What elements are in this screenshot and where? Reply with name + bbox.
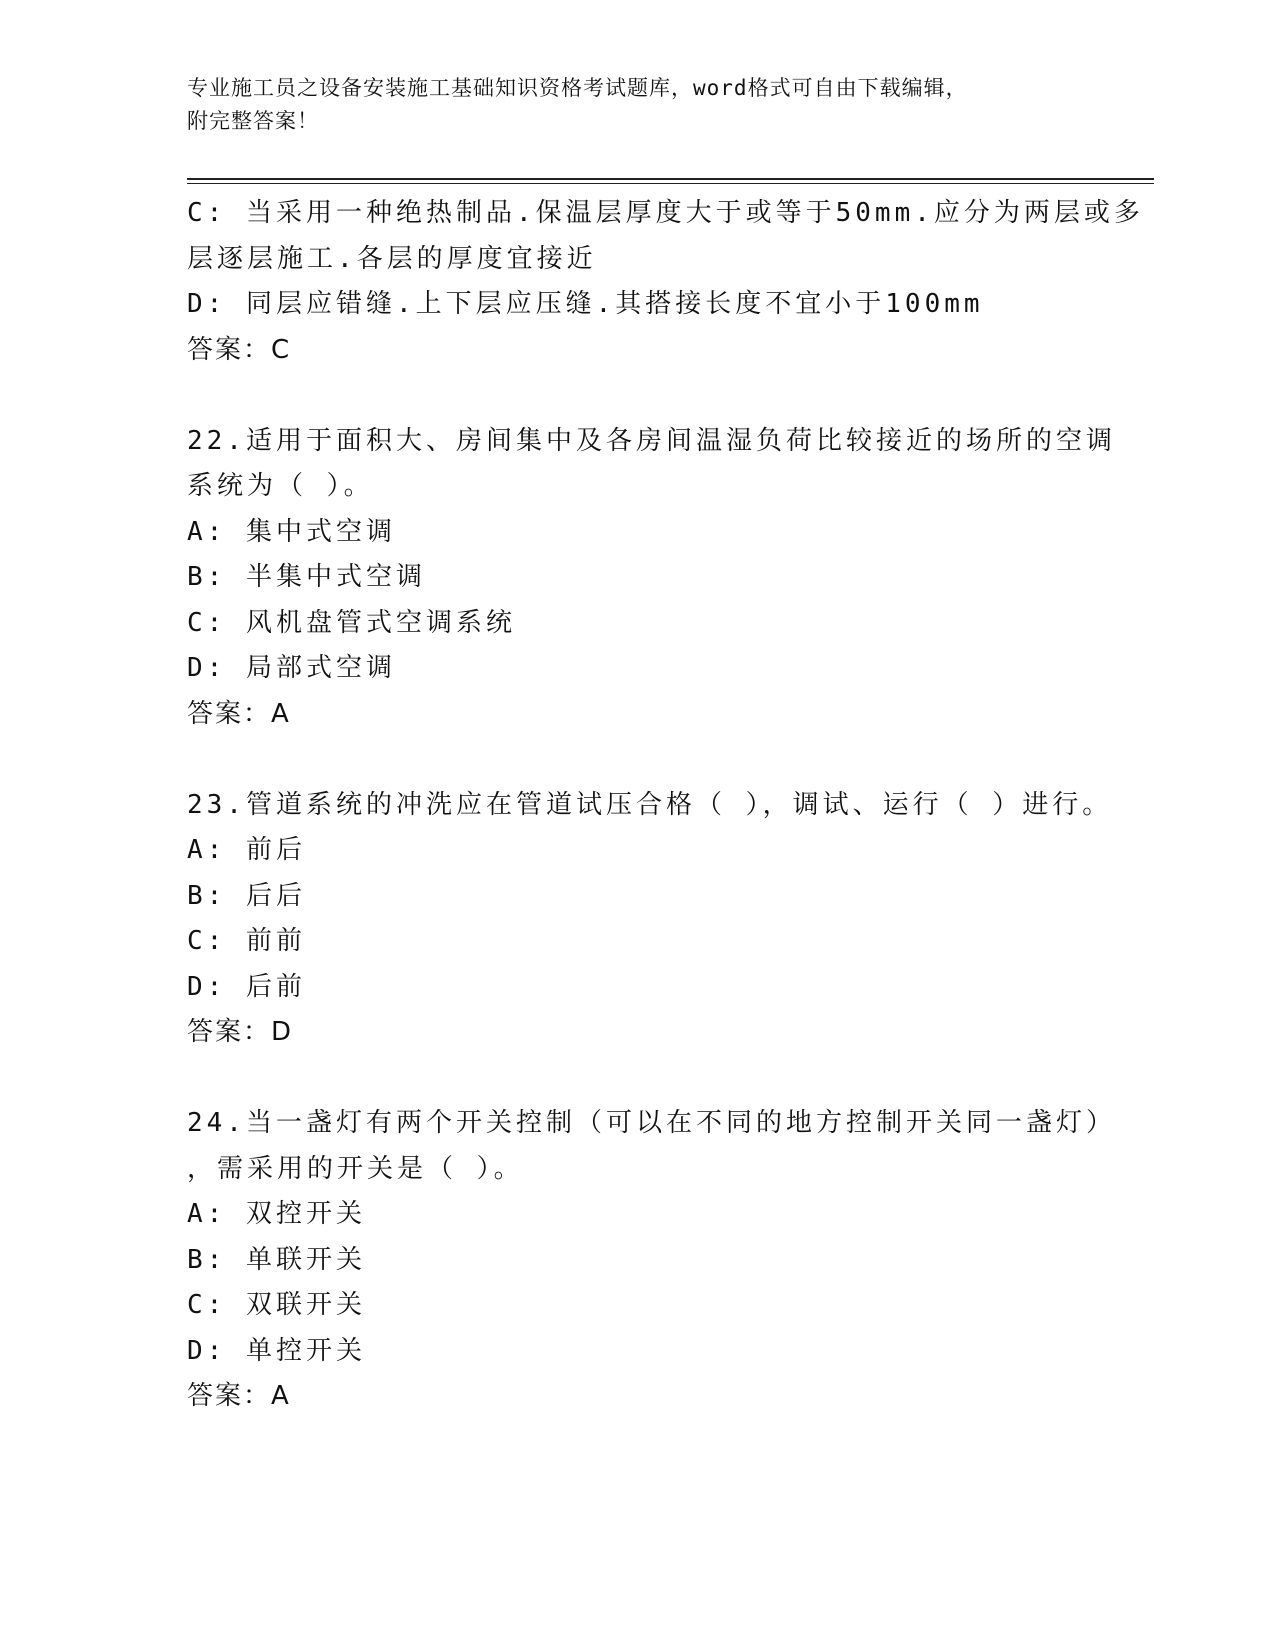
- header-line-2: 附完整答案！: [187, 109, 319, 133]
- option-b: B: 单联开关: [187, 1244, 366, 1275]
- option-c-line-1: C: 当采用一种绝热制品.保温层厚度大于或等于50mm.应分为两层或多: [187, 198, 1144, 228]
- option-c-line-2: 层逐层施工.各层的厚度宜接近: [187, 243, 597, 274]
- option-a: A: 前后: [187, 835, 306, 865]
- answer-line: 答案：A: [187, 698, 291, 729]
- option-c: C: 风机盘管式空调系统: [187, 607, 516, 638]
- spacer: [187, 1056, 1087, 1102]
- option-b: B: 后后: [187, 880, 306, 911]
- answer-line: 答案：C: [187, 334, 292, 365]
- option-a: A: 双控开关: [187, 1199, 366, 1229]
- question-stem-line-2: ，需采用的开关是（ ）。: [187, 1153, 524, 1184]
- option-a: A: 集中式空调: [187, 516, 396, 547]
- option-b: B: 半集中式空调: [187, 562, 426, 592]
- continued-question: [187, 191, 1144, 373]
- question-stem-line-1: 22.适用于面积大、房间集中及各房间温湿负荷比较接近的场所的空调: [187, 425, 1116, 456]
- spacer: [187, 737, 1087, 783]
- option-d: D: 同层应错缝.上下层应压缝.其搭接长度不宜小于100mm: [187, 289, 984, 319]
- question-content: [187, 191, 1144, 1420]
- spacer: [187, 373, 1087, 419]
- option-d: D: 单控开关: [187, 1335, 366, 1366]
- option-d: D: 局部式空调: [187, 653, 396, 683]
- question-23: [187, 783, 1113, 1056]
- answer-line: 答案：D: [187, 1017, 294, 1047]
- option-d: D: 后前: [187, 971, 306, 1002]
- option-c: C: 双联开关: [187, 1290, 366, 1320]
- answer-line: 答案：A: [187, 1381, 291, 1411]
- header-line-1: 专业施工员之设备安装施工基础知识资格考试题库，word格式可自由下载编辑，: [187, 76, 968, 100]
- header-divider-thin: [187, 183, 1154, 184]
- question-24: [187, 1101, 1116, 1420]
- question-22: [187, 419, 1116, 738]
- question-stem-line-2: 系统为（ ）。: [187, 471, 374, 501]
- question-stem-line-1: 23.管道系统的冲洗应在管道试压合格（ ），调试、运行（ ）进行。: [187, 789, 1113, 820]
- document-header: [187, 72, 1087, 138]
- question-stem-line-1: 24.当一盏灯有两个开关控制（可以在不同的地方控制开关同一盏灯）: [187, 1108, 1116, 1138]
- header-divider-thick: [187, 178, 1154, 180]
- option-c: C: 前前: [187, 926, 306, 956]
